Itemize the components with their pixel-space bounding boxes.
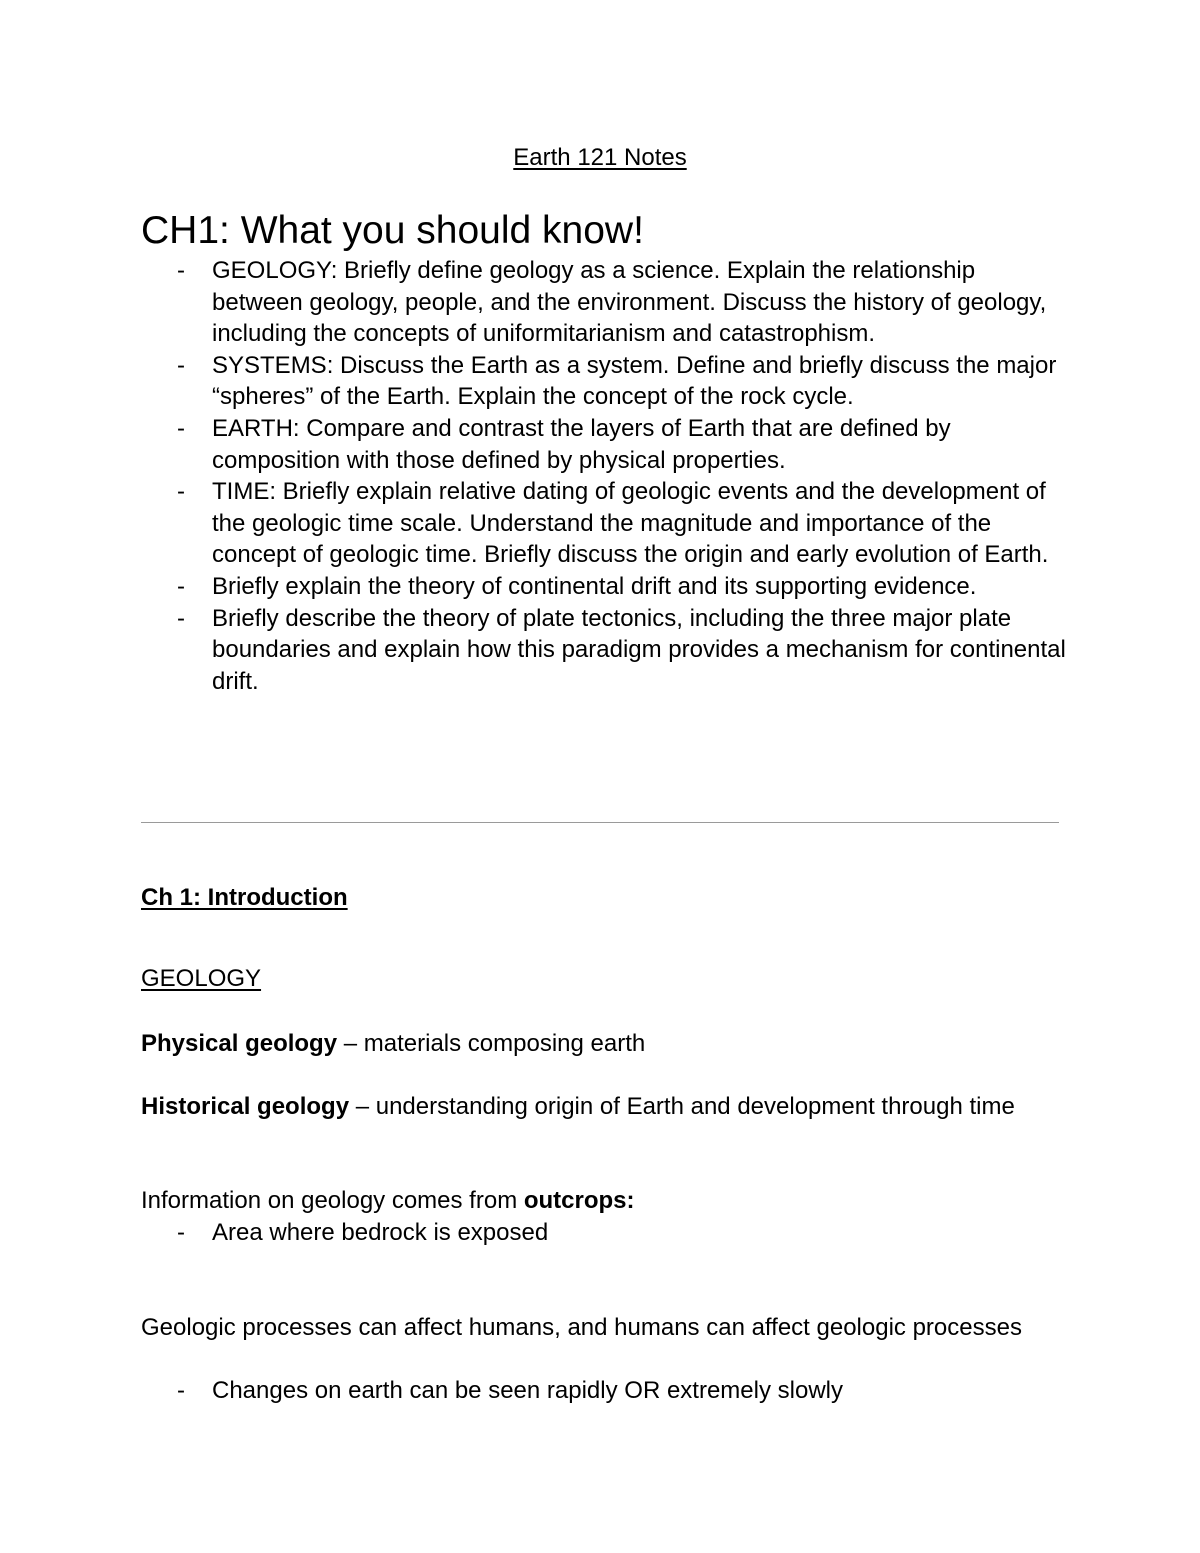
section-heading: Ch 1: Introduction bbox=[141, 884, 348, 911]
list-item bbox=[141, 413, 1071, 476]
term-physical-geology: Physical geology bbox=[141, 1030, 338, 1057]
outcrops-paragraph bbox=[141, 1185, 1071, 1217]
historical-geology-definition bbox=[141, 1091, 1021, 1123]
list-item-text: Changes on earth can be seen rapidly OR extremely slowly bbox=[212, 1377, 843, 1404]
term-outcrops: outcrops: bbox=[523, 1187, 635, 1214]
bullet-marker: - bbox=[177, 1377, 185, 1404]
list-item bbox=[141, 1375, 1071, 1407]
bullet-marker: - bbox=[177, 257, 185, 284]
physical-geology-definition bbox=[141, 1028, 1071, 1060]
document-title: Earth 121 Notes bbox=[513, 144, 687, 171]
definition-text: – materials composing earth bbox=[337, 1030, 646, 1057]
list-item bbox=[141, 350, 1071, 413]
bullet-marker: - bbox=[177, 604, 185, 632]
bullet-marker: - bbox=[177, 414, 185, 442]
list-item bbox=[141, 476, 1071, 571]
term-historical-geology: Historical geology bbox=[141, 1093, 350, 1120]
list-item-text: SYSTEMS: Discuss the Earth as a system. Define and briefly discuss the major “spheres” of the Earth. Explain the concept of the rock cycle. bbox=[212, 351, 1057, 411]
bullet-marker: - bbox=[177, 572, 185, 600]
list-item-text: TIME: Briefly explain relative dating of geologic events and the development of the geologic time scale. Understand the magnitude and importance of the concept of geologic time. Briefly discuss the origin and early evolution of Earth. bbox=[212, 478, 1049, 569]
list-item-text: Area where bedrock is exposed bbox=[212, 1219, 549, 1246]
list-item-text: Briefly describe the theory of plate tectonics, including the three major plate boundaries and explain how this paradigm provides a mechanism for continental drift. bbox=[212, 604, 1066, 695]
paragraph-text: Information on geology comes from bbox=[141, 1187, 524, 1214]
list-item-text: Briefly explain the theory of continental drift and its supporting evidence. bbox=[212, 572, 977, 600]
list-item bbox=[141, 571, 1071, 603]
list-item-text: GEOLOGY: Briefly define geology as a science. Explain the relationship between geology, people, and the environment. Discuss the history of geology, including the concepts of uniformitarianism and catastrophism. bbox=[212, 257, 1047, 348]
objectives-list bbox=[141, 255, 1071, 697]
definition-text: – understanding origin of Earth and development through time bbox=[349, 1093, 1015, 1120]
list-item bbox=[141, 255, 1071, 350]
list-item-text: EARTH: Compare and contrast the layers of Earth that are defined by composition with those defined by physical properties. bbox=[212, 414, 951, 474]
list-item bbox=[141, 603, 1071, 698]
subsection-heading: GEOLOGY bbox=[141, 965, 262, 992]
outcrops-list bbox=[141, 1217, 1071, 1249]
processes-paragraph: Geologic processes can affect humans, and humans can affect geologic processes bbox=[141, 1314, 1022, 1341]
bullet-marker: - bbox=[177, 478, 185, 506]
processes-list bbox=[141, 1375, 1071, 1407]
bullet-marker: - bbox=[177, 1219, 185, 1246]
chapter-heading: CH1: What you should know! bbox=[141, 209, 644, 252]
bullet-marker: - bbox=[177, 351, 185, 379]
list-item bbox=[141, 1217, 1071, 1249]
horizontal-divider bbox=[141, 822, 1059, 823]
